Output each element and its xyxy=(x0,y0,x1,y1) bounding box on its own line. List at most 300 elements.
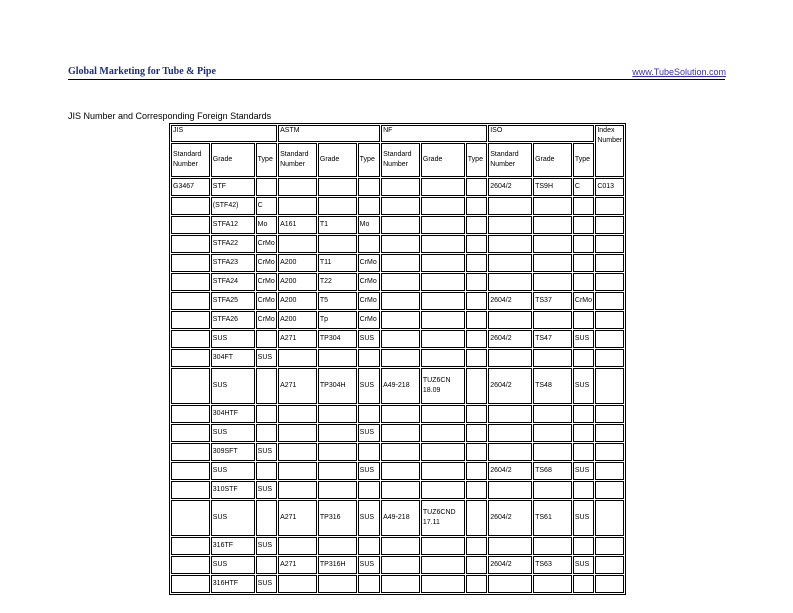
table-cell xyxy=(358,405,380,423)
table-cell xyxy=(595,537,624,555)
table-cell xyxy=(171,405,210,423)
table-cell xyxy=(358,537,380,555)
table-cell xyxy=(171,273,210,291)
table-cell: CrMo xyxy=(256,254,277,272)
table-cell xyxy=(171,443,210,461)
table-cell: A49-218 xyxy=(381,368,420,404)
table-row xyxy=(171,500,624,536)
table-cell xyxy=(466,292,487,310)
table-cell: 310STF xyxy=(211,481,255,499)
table-cell: CrMo xyxy=(256,235,277,253)
table-cell xyxy=(381,575,420,593)
table-cell xyxy=(278,197,317,215)
table-cell xyxy=(358,481,380,499)
table-row xyxy=(171,462,624,480)
table-cell xyxy=(595,405,624,423)
table-cell xyxy=(256,462,277,480)
table-cell: C013 xyxy=(595,178,624,196)
table-cell xyxy=(595,575,624,593)
table-cell: CrMo xyxy=(573,292,594,310)
table-cell: SUS xyxy=(573,556,594,574)
column-header-row xyxy=(171,143,624,177)
column-header: Standard Number xyxy=(278,143,317,177)
table-cell xyxy=(466,443,487,461)
group-header-jis: JIS xyxy=(171,125,277,142)
table-cell: TS68 xyxy=(533,462,572,480)
table-cell xyxy=(595,424,624,442)
table-row xyxy=(171,235,624,253)
table-cell xyxy=(573,537,594,555)
table-cell xyxy=(381,178,420,196)
table-cell xyxy=(573,575,594,593)
table-cell xyxy=(318,424,357,442)
table-cell: 304HTF xyxy=(211,405,255,423)
table-cell xyxy=(533,311,572,329)
table-cell xyxy=(171,349,210,367)
document-title: JIS Number and Corresponding Foreign Standards xyxy=(68,111,272,121)
table-cell: CrMo xyxy=(256,273,277,291)
table-cell xyxy=(256,330,277,348)
table-row xyxy=(171,349,624,367)
table-cell xyxy=(573,405,594,423)
table-cell xyxy=(318,349,357,367)
table-cell xyxy=(573,424,594,442)
table-cell xyxy=(533,235,572,253)
table-cell: SUS xyxy=(211,330,255,348)
table-cell: A271 xyxy=(278,556,317,574)
table-cell xyxy=(318,178,357,196)
column-header: Type xyxy=(256,143,277,177)
table-cell xyxy=(595,197,624,215)
table-cell xyxy=(533,405,572,423)
table-cell xyxy=(421,273,465,291)
table-cell xyxy=(595,556,624,574)
table-cell: A200 xyxy=(278,254,317,272)
table-cell xyxy=(171,575,210,593)
table-cell: SUS xyxy=(256,349,277,367)
table-cell: 316HTF xyxy=(211,575,255,593)
table-cell: 2604/2 xyxy=(488,556,532,574)
table-cell xyxy=(488,405,532,423)
table-cell xyxy=(171,197,210,215)
table-cell: SUS xyxy=(573,462,594,480)
table-cell xyxy=(318,443,357,461)
table-cell: TS61 xyxy=(533,500,572,536)
table-cell: T5 xyxy=(318,292,357,310)
table-cell xyxy=(318,235,357,253)
table-cell xyxy=(256,500,277,536)
table-cell xyxy=(358,178,380,196)
table-cell xyxy=(595,330,624,348)
table-cell xyxy=(595,368,624,404)
table-cell xyxy=(421,178,465,196)
table-cell: TUZ6CND 17.11 xyxy=(421,500,465,536)
brand-title: Global Marketing for Tube & Pipe xyxy=(68,66,216,77)
table-cell xyxy=(381,481,420,499)
table-cell: STFA12 xyxy=(211,216,255,234)
table-cell xyxy=(595,273,624,291)
column-header: Grade xyxy=(211,143,255,177)
table-cell xyxy=(466,330,487,348)
table-cell: C xyxy=(573,178,594,196)
group-header-index-number: Index Number xyxy=(595,125,624,177)
table-cell xyxy=(171,537,210,555)
table-cell: 309SFT xyxy=(211,443,255,461)
table-cell xyxy=(488,537,532,555)
table-cell xyxy=(533,273,572,291)
table-cell: 304FT xyxy=(211,349,255,367)
table-cell: 316TF xyxy=(211,537,255,555)
table-cell xyxy=(381,537,420,555)
table-cell: 2604/2 xyxy=(488,330,532,348)
table-cell xyxy=(533,197,572,215)
table-cell xyxy=(573,254,594,272)
table-cell xyxy=(421,216,465,234)
table-cell xyxy=(466,424,487,442)
table-row xyxy=(171,537,624,555)
table-cell xyxy=(256,424,277,442)
table-cell xyxy=(171,462,210,480)
table-cell xyxy=(381,405,420,423)
table-cell xyxy=(256,405,277,423)
table-cell xyxy=(533,481,572,499)
group-header-nf: NF xyxy=(381,125,487,142)
table-cell: SUS xyxy=(211,462,255,480)
table-cell xyxy=(466,556,487,574)
table-row xyxy=(171,216,624,234)
table-row xyxy=(171,575,624,593)
table-cell xyxy=(466,273,487,291)
table-cell: A161 xyxy=(278,216,317,234)
table-cell: 2604/2 xyxy=(488,462,532,480)
table-cell xyxy=(466,500,487,536)
table-cell xyxy=(421,292,465,310)
table-cell xyxy=(256,178,277,196)
table-cell xyxy=(488,349,532,367)
table-cell: SUS xyxy=(211,368,255,404)
table-cell xyxy=(573,273,594,291)
table-cell xyxy=(488,311,532,329)
table-cell xyxy=(318,481,357,499)
table-cell xyxy=(358,235,380,253)
table-cell xyxy=(171,311,210,329)
table-cell xyxy=(573,235,594,253)
table-cell: SUS xyxy=(358,556,380,574)
table-cell: TP304H xyxy=(318,368,357,404)
table-cell xyxy=(488,197,532,215)
table-cell: STFA24 xyxy=(211,273,255,291)
table-cell: SUS xyxy=(358,368,380,404)
website-link[interactable]: www.TubeSolution.com xyxy=(632,67,726,77)
table-cell xyxy=(421,443,465,461)
table-cell xyxy=(466,311,487,329)
table-cell xyxy=(533,349,572,367)
table-cell xyxy=(595,216,624,234)
table-cell xyxy=(533,537,572,555)
table-cell: SUS xyxy=(358,500,380,536)
table-cell xyxy=(573,443,594,461)
standards-table xyxy=(169,123,626,595)
table-cell: SUS xyxy=(211,500,255,536)
table-cell: T22 xyxy=(318,273,357,291)
table-cell xyxy=(381,235,420,253)
table-cell xyxy=(318,575,357,593)
table-cell xyxy=(171,500,210,536)
table-cell xyxy=(573,197,594,215)
table-cell: TP316 xyxy=(318,500,357,536)
table-cell xyxy=(381,197,420,215)
table-cell xyxy=(171,292,210,310)
table-cell xyxy=(466,235,487,253)
table-cell: G3467 xyxy=(171,178,210,196)
table-cell xyxy=(595,349,624,367)
table-cell xyxy=(171,424,210,442)
column-header: Grade xyxy=(421,143,465,177)
table-cell xyxy=(466,216,487,234)
table-cell xyxy=(358,575,380,593)
table-cell xyxy=(381,216,420,234)
table-cell: 2604/2 xyxy=(488,368,532,404)
table-cell xyxy=(488,216,532,234)
table-cell: SUS xyxy=(211,556,255,574)
table-cell xyxy=(421,330,465,348)
table-cell: SUS xyxy=(256,443,277,461)
table-cell xyxy=(278,349,317,367)
table-row xyxy=(171,197,624,215)
table-cell xyxy=(533,424,572,442)
column-header: Type xyxy=(358,143,380,177)
table-row xyxy=(171,556,624,574)
table-cell: TS48 xyxy=(533,368,572,404)
table-cell xyxy=(488,254,532,272)
table-cell: A49-218 xyxy=(381,500,420,536)
table-row xyxy=(171,273,624,291)
table-cell: T11 xyxy=(318,254,357,272)
table-cell xyxy=(488,575,532,593)
table-cell xyxy=(595,254,624,272)
table-cell: A271 xyxy=(278,330,317,348)
table-row xyxy=(171,311,624,329)
column-header: Grade xyxy=(533,143,572,177)
table-cell xyxy=(466,481,487,499)
table-cell xyxy=(466,462,487,480)
table-cell xyxy=(278,424,317,442)
table-cell: C xyxy=(256,197,277,215)
table-cell xyxy=(595,443,624,461)
table-cell xyxy=(171,216,210,234)
table-cell xyxy=(421,405,465,423)
table-cell xyxy=(278,178,317,196)
table-cell: SUS xyxy=(358,424,380,442)
table-cell: CrMo xyxy=(256,292,277,310)
table-row xyxy=(171,424,624,442)
table-cell xyxy=(466,197,487,215)
table-cell: SUS xyxy=(358,330,380,348)
table-cell xyxy=(421,481,465,499)
group-header-iso: ISO xyxy=(488,125,594,142)
table-cell: CrMo xyxy=(358,311,380,329)
table-cell: T1 xyxy=(318,216,357,234)
table-cell xyxy=(533,254,572,272)
table-cell xyxy=(595,311,624,329)
group-header-astm: ASTM xyxy=(278,125,380,142)
table-cell: 2604/2 xyxy=(488,292,532,310)
table-cell xyxy=(466,254,487,272)
column-header: Standard Number xyxy=(488,143,532,177)
table-cell xyxy=(488,424,532,442)
table-cell xyxy=(318,197,357,215)
table-cell: STFA25 xyxy=(211,292,255,310)
table-cell xyxy=(466,349,487,367)
table-cell xyxy=(595,292,624,310)
table-cell xyxy=(278,481,317,499)
table-cell: TS37 xyxy=(533,292,572,310)
table-cell: Tp xyxy=(318,311,357,329)
table-row xyxy=(171,481,624,499)
table-cell: SUS xyxy=(573,330,594,348)
table-cell: SUS xyxy=(256,575,277,593)
column-header: Type xyxy=(573,143,594,177)
table-cell xyxy=(318,462,357,480)
table-row xyxy=(171,330,624,348)
column-header: Type xyxy=(466,143,487,177)
table-cell xyxy=(171,254,210,272)
table-cell: SUS xyxy=(573,500,594,536)
table-cell xyxy=(421,197,465,215)
table-cell xyxy=(358,443,380,461)
table-cell: Mo xyxy=(358,216,380,234)
table-cell xyxy=(595,481,624,499)
table-cell xyxy=(381,424,420,442)
table-cell: TS9H xyxy=(533,178,572,196)
table-cell: 2604/2 xyxy=(488,178,532,196)
table-cell xyxy=(171,368,210,404)
table-cell xyxy=(318,537,357,555)
table-cell: STF xyxy=(211,178,255,196)
table-cell xyxy=(573,349,594,367)
table-cell xyxy=(466,178,487,196)
table-cell: TP316H xyxy=(318,556,357,574)
table-row xyxy=(171,178,624,196)
table-cell xyxy=(573,311,594,329)
table-cell: Mo xyxy=(256,216,277,234)
table-cell: A200 xyxy=(278,292,317,310)
table-cell xyxy=(381,273,420,291)
table-cell: 2604/2 xyxy=(488,500,532,536)
table-cell: A271 xyxy=(278,500,317,536)
table-cell xyxy=(381,292,420,310)
table-cell: SUS xyxy=(256,481,277,499)
table-cell xyxy=(573,481,594,499)
table-cell: TUZ6CN 18.09 xyxy=(421,368,465,404)
table-cell: CrMo xyxy=(358,292,380,310)
table-cell: STFA22 xyxy=(211,235,255,253)
table-cell: SUS xyxy=(573,368,594,404)
table-cell xyxy=(421,424,465,442)
table-cell xyxy=(171,481,210,499)
table-cell xyxy=(171,235,210,253)
table-cell xyxy=(488,235,532,253)
table-cell: TS47 xyxy=(533,330,572,348)
group-header-row xyxy=(171,125,624,142)
table-cell xyxy=(381,254,420,272)
table-cell: TP304 xyxy=(318,330,357,348)
table-row xyxy=(171,368,624,404)
table-cell xyxy=(381,462,420,480)
table-cell xyxy=(421,462,465,480)
table-cell xyxy=(421,575,465,593)
table-cell xyxy=(171,556,210,574)
table-cell xyxy=(278,443,317,461)
table-cell xyxy=(488,481,532,499)
table-cell xyxy=(381,330,420,348)
table-cell xyxy=(381,349,420,367)
table-cell xyxy=(466,575,487,593)
table-row xyxy=(171,443,624,461)
column-header: Grade xyxy=(318,143,357,177)
table-cell: STFA26 xyxy=(211,311,255,329)
table-cell xyxy=(278,405,317,423)
table-cell xyxy=(573,216,594,234)
table-row xyxy=(171,254,624,272)
table-cell xyxy=(466,368,487,404)
table-cell: STFA23 xyxy=(211,254,255,272)
header-divider xyxy=(68,79,725,80)
table-cell xyxy=(278,575,317,593)
table-cell xyxy=(533,575,572,593)
table-cell: SUS xyxy=(211,424,255,442)
table-cell xyxy=(256,556,277,574)
table-cell xyxy=(421,254,465,272)
table-cell xyxy=(256,368,277,404)
table-cell xyxy=(278,462,317,480)
table-cell: A200 xyxy=(278,273,317,291)
table-cell xyxy=(595,500,624,536)
table-cell xyxy=(358,197,380,215)
table-cell xyxy=(533,443,572,461)
table-cell xyxy=(421,537,465,555)
table-row xyxy=(171,292,624,310)
table-cell: CrMo xyxy=(358,273,380,291)
table-cell: CrMo xyxy=(256,311,277,329)
table-cell xyxy=(595,462,624,480)
table-cell xyxy=(278,235,317,253)
table-cell xyxy=(318,405,357,423)
table-cell xyxy=(171,330,210,348)
table-cell xyxy=(278,537,317,555)
table-cell xyxy=(466,405,487,423)
table-cell xyxy=(421,556,465,574)
table-cell xyxy=(533,216,572,234)
table-cell: (STF42) xyxy=(211,197,255,215)
table-cell xyxy=(421,349,465,367)
table-cell xyxy=(421,235,465,253)
column-header: Standard Number xyxy=(381,143,420,177)
table-cell xyxy=(488,443,532,461)
table-cell: A200 xyxy=(278,311,317,329)
table-row xyxy=(171,405,624,423)
table-cell: A271 xyxy=(278,368,317,404)
table-cell xyxy=(421,311,465,329)
table-cell xyxy=(358,349,380,367)
column-header: Standard Number xyxy=(171,143,210,177)
table-cell xyxy=(466,537,487,555)
table-cell xyxy=(595,235,624,253)
table-cell: SUS xyxy=(256,537,277,555)
table-cell: TS63 xyxy=(533,556,572,574)
table-cell xyxy=(381,311,420,329)
table-cell: SUS xyxy=(358,462,380,480)
